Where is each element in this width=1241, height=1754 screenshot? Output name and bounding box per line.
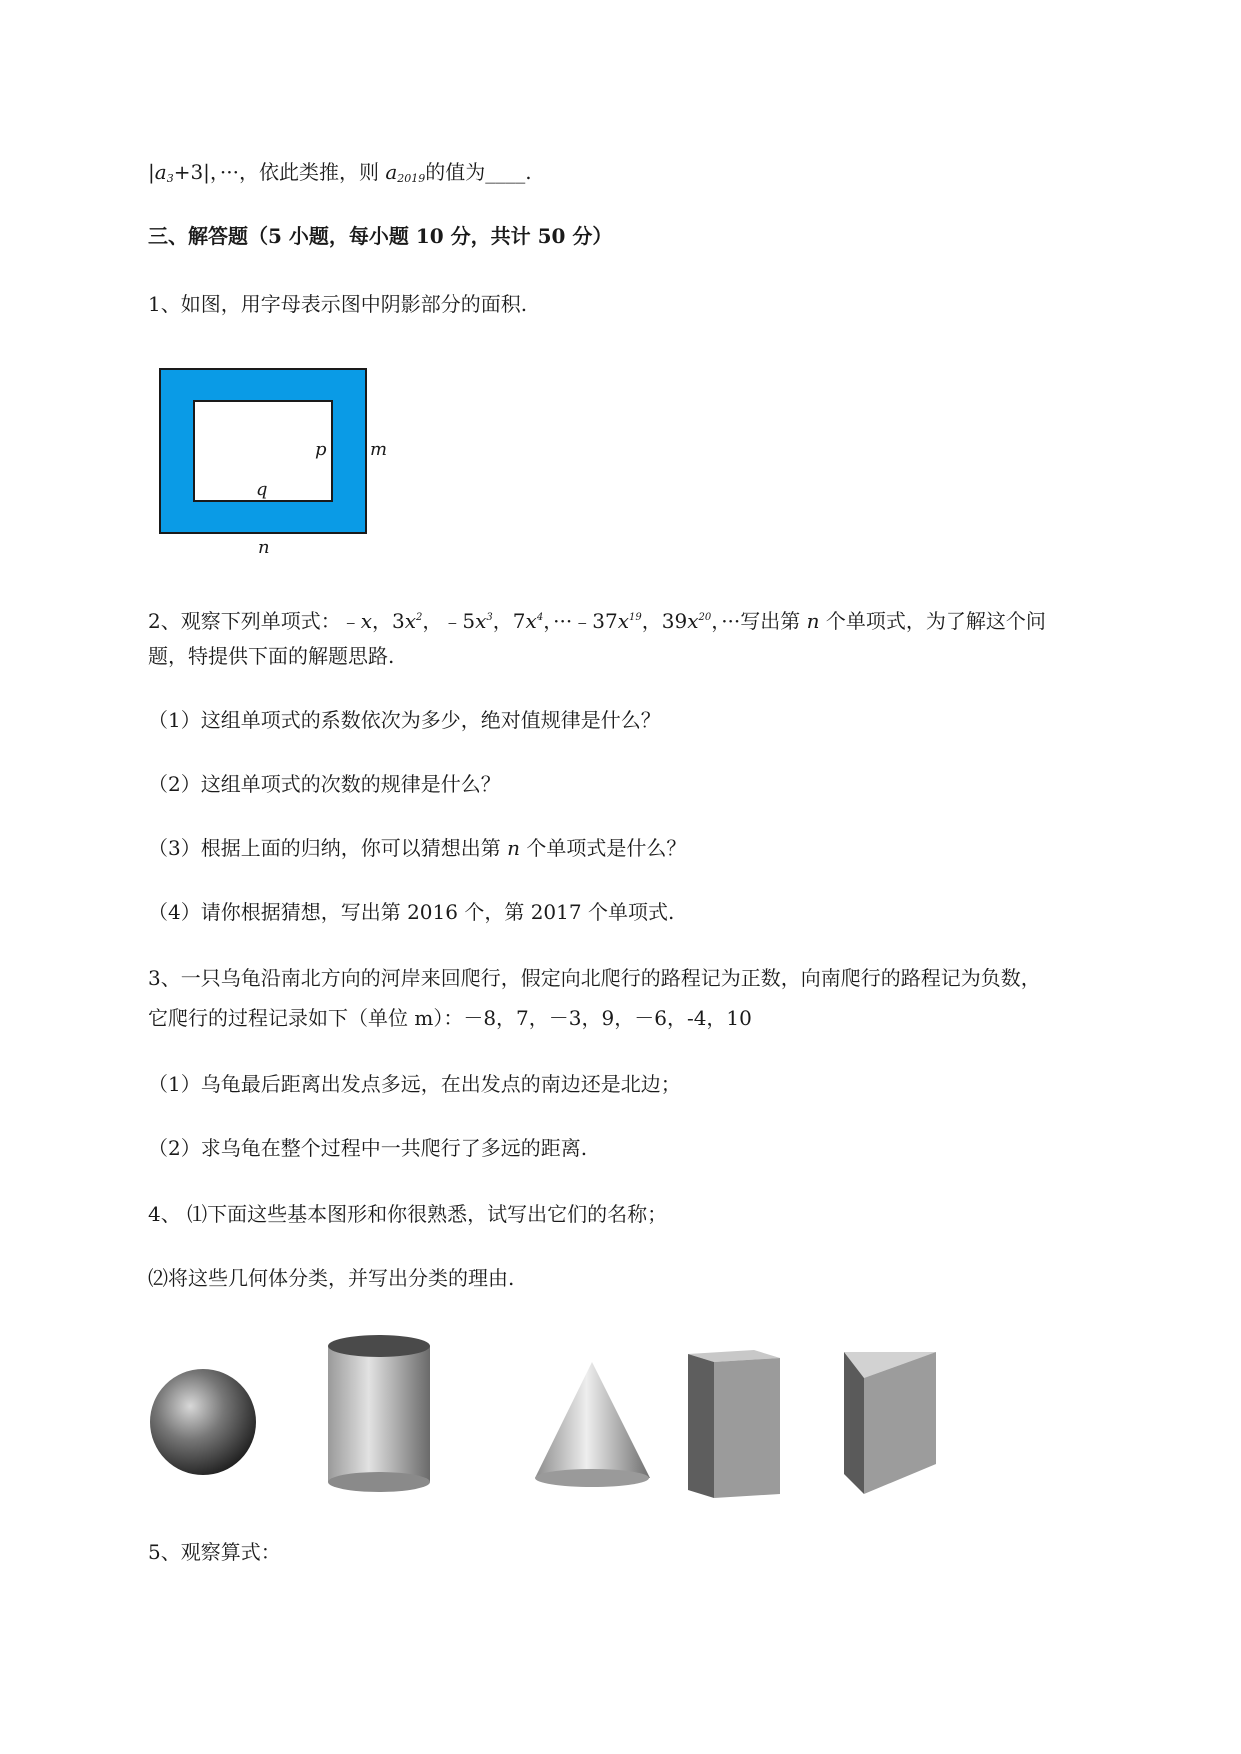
label-m: m: [370, 439, 388, 460]
header-tail: 的值为: [425, 160, 486, 184]
label-p: p: [315, 439, 327, 460]
q2-sub3-b: 个单项式是什么？: [519, 836, 687, 860]
term4-coef: ，7: [492, 609, 526, 633]
q1-text: 1、如图，用字母表示图中阴影部分的面积.: [148, 292, 528, 316]
term6-exp: 20: [698, 612, 712, 623]
term5-var: x: [617, 609, 629, 633]
cuboid-icon: [688, 1350, 780, 1498]
header-text: +3|，···，依此类推，则: [173, 160, 386, 184]
triangular-prism-icon: [844, 1352, 936, 1494]
q3-sub1: （1）乌龟最后距离出发点多远，在出发点的南边还是北边；: [148, 1072, 681, 1096]
q2-sub3-a: （3）根据上面的归纳，你可以猜想出第: [148, 836, 508, 860]
term5-coef: ，···﹣37: [543, 609, 618, 633]
geometric-solids: [140, 1330, 970, 1500]
term4-exp: 4: [536, 612, 544, 623]
q1-figure: [158, 367, 408, 567]
term6-coef: ，39: [641, 609, 688, 633]
var-a: a: [154, 160, 167, 184]
abs-bar: |: [148, 160, 155, 184]
term3-exp: 3: [486, 612, 493, 623]
q2-sub1: （1）这组单项式的系数依次为多少，绝对值规律是什么？: [148, 708, 661, 732]
header-line: [148, 158, 532, 193]
q2-mid: ，···写出第: [711, 609, 807, 633]
term2-exp: 2: [416, 612, 423, 623]
q2-prefix: 2、观察下列单项式：﹣: [148, 609, 361, 633]
q2-line2: 题，特提供下面的解题思路.: [148, 644, 395, 668]
q2-sub3: [148, 834, 686, 862]
q3-line1: 3、一只乌龟沿南北方向的河岸来回爬行，假定向北爬行的路程记为正数，向南爬行的路程记为负数，: [148, 966, 1041, 990]
term3-coef: ，﹣5: [422, 609, 476, 633]
sphere-icon: [150, 1369, 256, 1475]
term5-exp: 19: [629, 612, 642, 623]
q2-line1: [148, 604, 1046, 635]
label-q: q: [256, 479, 268, 500]
subscript-3: 3: [166, 172, 174, 185]
header-end: .: [525, 160, 532, 184]
var-n-sub3: n: [507, 836, 520, 860]
q2-after: 个单项式，为了解这个问: [819, 609, 1046, 633]
term6-var: x: [687, 609, 699, 633]
term4-var: x: [525, 609, 537, 633]
q4-solids-figure: [140, 1330, 970, 1500]
q2-sub4: （4）请你根据猜想，写出第 2016 个，第 2017 个单项式.: [148, 900, 675, 924]
q4-line1: 4、 ⑴下面这些基本图形和你很熟悉，试写出它们的名称；: [148, 1202, 668, 1226]
var-a2019: a: [385, 160, 398, 184]
cone-icon: [535, 1362, 650, 1487]
q4-line2: ⑵将这些几何体分类，并写出分类的理由.: [148, 1266, 515, 1290]
q5-text: 5、观察算式：: [148, 1540, 281, 1564]
term2-var: x: [404, 609, 417, 633]
section-title: 三、解答题（5 小题，每小题 10 分，共计 50 分）: [148, 224, 613, 248]
label-n: n: [258, 537, 270, 558]
answer-blank: ____: [485, 160, 526, 184]
term2-coef: ，3: [372, 609, 405, 633]
shaded-rectangle-diagram: [158, 367, 408, 567]
q2-sub2: （2）这组单项式的次数的规律是什么？: [148, 772, 501, 796]
term1: x: [360, 609, 373, 633]
q3-sub2: （2）求乌龟在整个过程中一共爬行了多远的距离.: [148, 1136, 588, 1160]
subscript-2019: 2019: [397, 172, 426, 185]
cylinder-icon: [328, 1335, 430, 1492]
q3-line2: 它爬行的过程记录如下（单位 m）：－8，7，－3，9，－6，-4，10: [148, 1006, 752, 1030]
var-n: n: [806, 609, 820, 633]
term3-var: x: [475, 609, 487, 633]
